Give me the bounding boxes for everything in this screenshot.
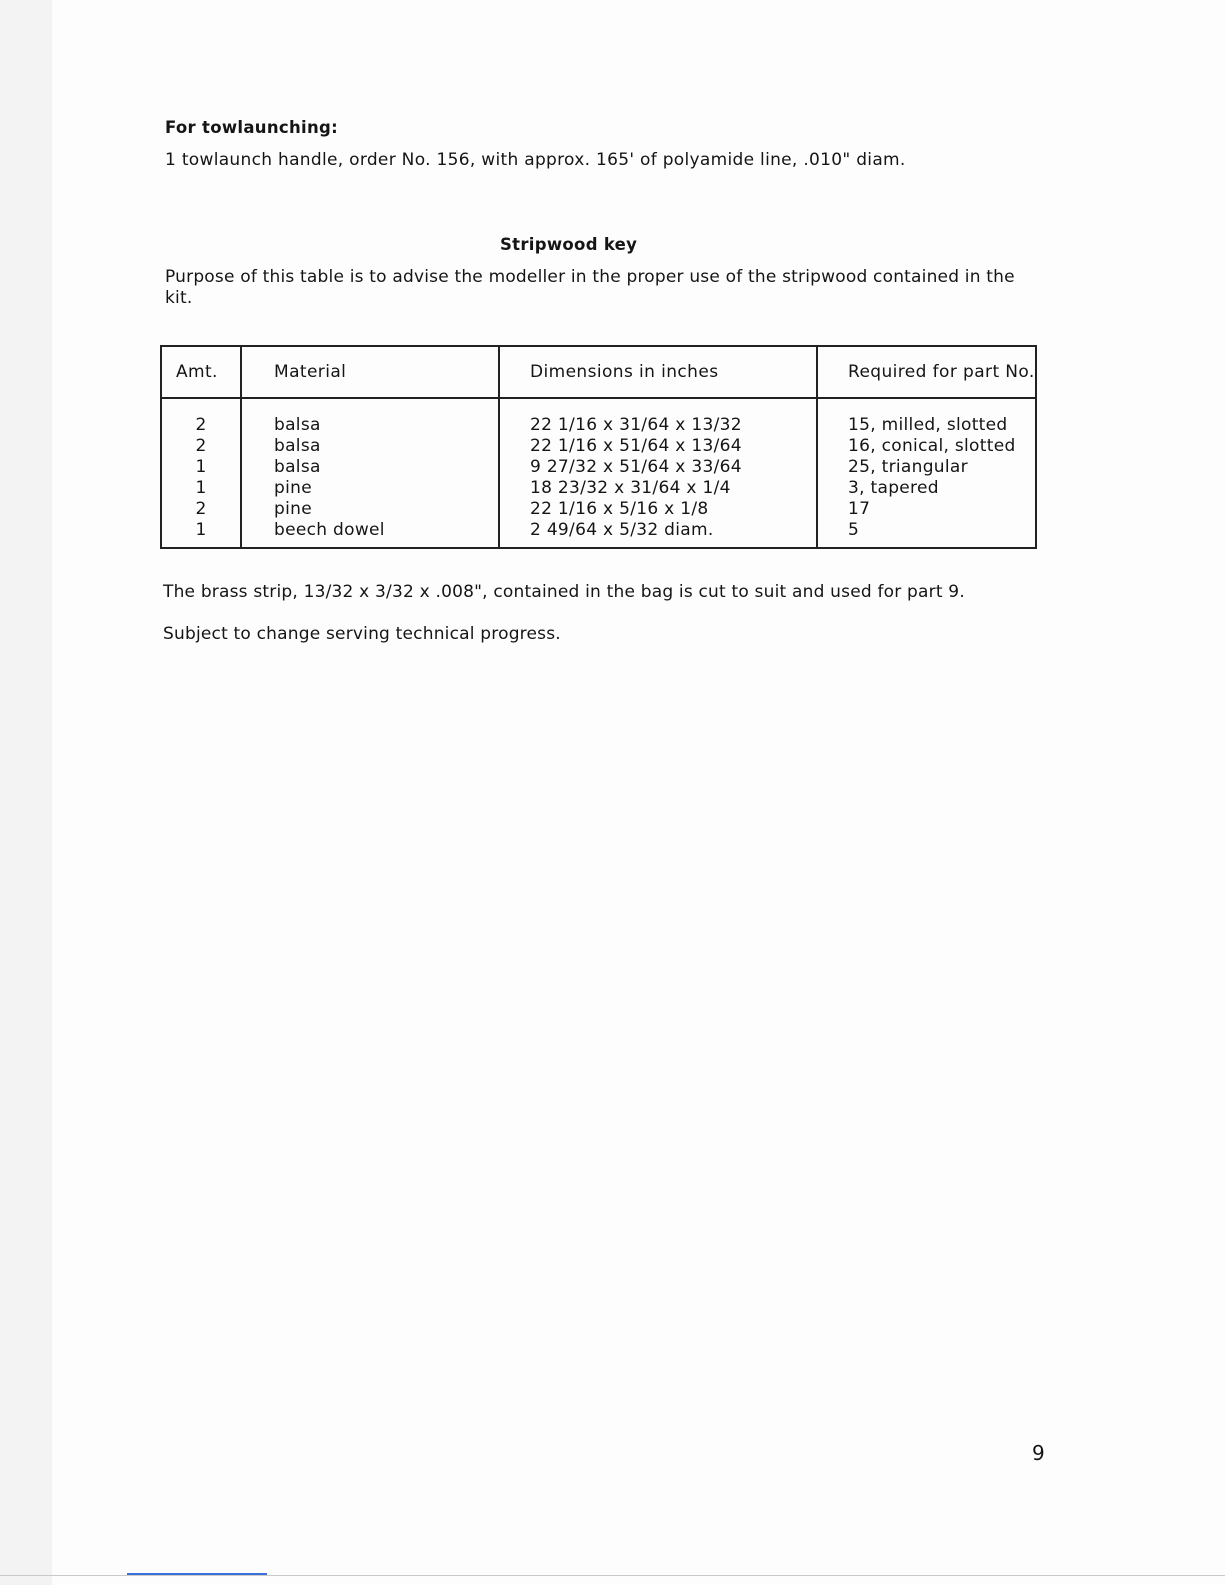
towlaunch-text: 1 towlaunch handle, order No. 156, with approx. 165' of polyamide line, .010" diam.	[165, 150, 906, 170]
dimensions-cell: 22 1/16 x 5/16 x 1/8	[530, 499, 709, 519]
dimensions-cell: 22 1/16 x 51/64 x 13/64	[530, 436, 742, 456]
stripwood-purpose-text: Purpose of this table is to advise the modeller in the proper use of the stripwood contained in the kit.	[165, 267, 1015, 308]
dimensions-column	[499, 398, 817, 548]
required-part-cell: 3, tapered	[848, 478, 939, 498]
amount-cell: 1	[195, 457, 207, 477]
material-cell: balsa	[274, 457, 321, 477]
amount-cell: 2	[195, 436, 207, 456]
page-number: 9	[1032, 1441, 1045, 1465]
required-part-cell: 17	[848, 499, 871, 519]
material-cell: pine	[274, 478, 312, 498]
dimensions-cell: 18 23/32 x 31/64 x 1/4	[530, 478, 731, 498]
material-cell: pine	[274, 499, 312, 519]
required-part-cell: 15, milled, slotted	[848, 415, 1008, 435]
header-material: Material	[241, 346, 499, 398]
required-part-cell: 25, triangular	[848, 457, 968, 477]
amount-cell: 2	[195, 499, 207, 519]
material-column	[241, 398, 499, 548]
page-margin-shade	[0, 0, 52, 1585]
change-notice: Subject to change serving technical progress.	[163, 624, 561, 644]
header-dimensions: Dimensions in inches	[499, 346, 817, 398]
table-header-row	[161, 346, 1036, 398]
towlaunch-heading: For towlaunching:	[165, 118, 339, 137]
header-amount: Amt.	[161, 346, 241, 398]
brass-strip-note: The brass strip, 13/32 x 3/32 x .008", contained in the bag is cut to suit and used for part 9.	[163, 582, 965, 602]
dimensions-cell: 22 1/16 x 31/64 x 13/32	[530, 415, 742, 435]
stripwood-table	[160, 345, 1037, 549]
amount-cell: 1	[195, 478, 207, 498]
amount-cell: 1	[195, 520, 207, 540]
stripwood-key-title: Stripwood key	[500, 235, 638, 254]
dimensions-cell: 9 27/32 x 51/64 x 33/64	[530, 457, 742, 477]
required-part-column	[817, 398, 1036, 548]
header-required-part: Required for part No.	[817, 346, 1036, 398]
dimensions-cell: 2 49/64 x 5/32 diam.	[530, 520, 714, 540]
material-cell: balsa	[274, 415, 321, 435]
required-part-cell: 16, conical, slotted	[848, 436, 1016, 456]
material-cell: balsa	[274, 436, 321, 456]
amount-column	[161, 398, 241, 548]
page-bottom-accent	[127, 1573, 267, 1575]
amount-cell: 2	[195, 415, 207, 435]
material-cell: beech dowel	[274, 520, 385, 540]
required-part-cell: 5	[848, 520, 860, 540]
page-bottom-divider	[0, 1575, 1225, 1576]
table-body	[161, 398, 1036, 548]
